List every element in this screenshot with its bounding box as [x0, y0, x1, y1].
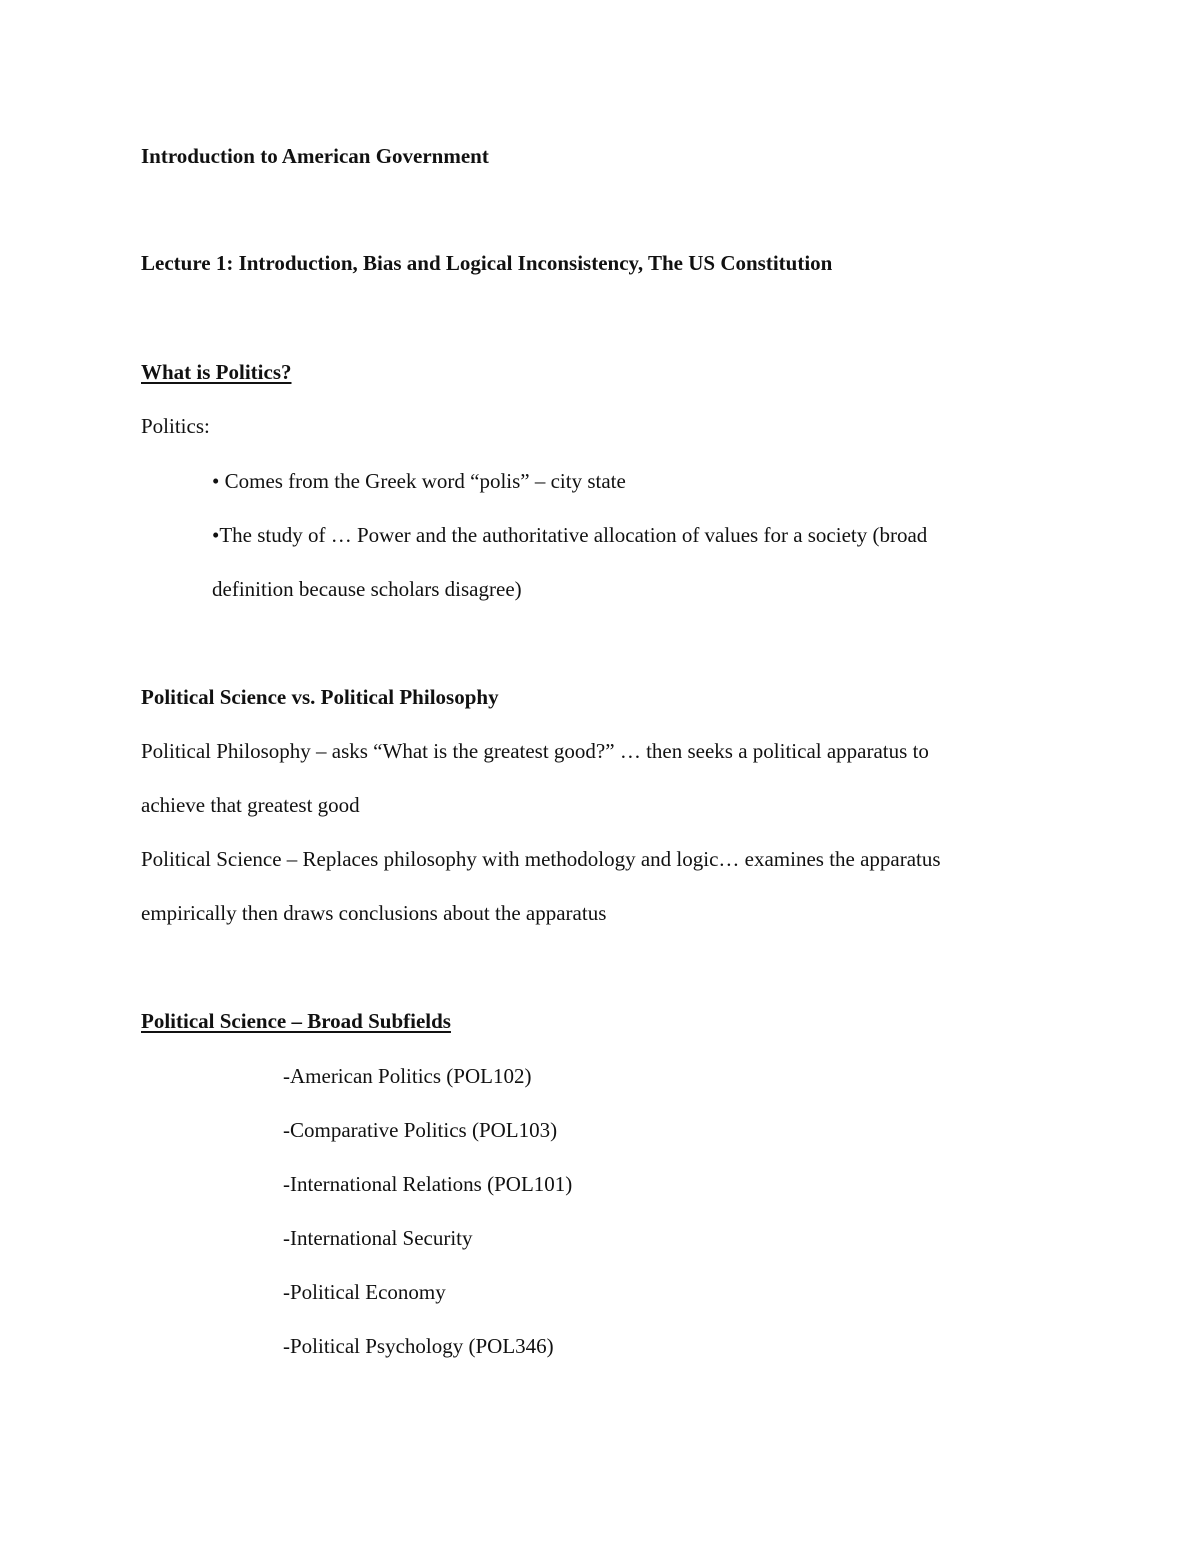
subfield-item: -International Relations (POL101) [283, 1172, 573, 1196]
section-heading-science-vs-philosophy: Political Science vs. Political Philosophy [141, 685, 499, 709]
subfield-item: -Political Psychology (POL346) [283, 1334, 554, 1358]
section-heading-what-is-politics: What is Politics? [141, 360, 292, 384]
philosophy-line-2: achieve that greatest good [141, 793, 360, 817]
politics-label: Politics: [141, 414, 210, 438]
science-line-2: empirically then draws conclusions about the apparatus [141, 901, 607, 925]
subfield-item: -International Security [283, 1226, 473, 1250]
politics-bullet-2-continued: definition because scholars disagree) [212, 577, 522, 601]
philosophy-line-1: Political Philosophy – asks “What is the greatest good?” … then seeks a political apparatus to [141, 739, 929, 763]
section-heading-subfields: Political Science – Broad Subfields [141, 1009, 451, 1033]
subfield-item: -Political Economy [283, 1280, 446, 1304]
lecture-heading: Lecture 1: Introduction, Bias and Logical Inconsistency, The US Constitution [141, 251, 833, 275]
politics-bullet-1: • Comes from the Greek word “polis” – city state [212, 469, 626, 493]
politics-bullet-2: •The study of … Power and the authoritative allocation of values for a society (broad [212, 523, 928, 547]
subfield-item: -Comparative Politics (POL103) [283, 1118, 558, 1142]
document-title: Introduction to American Government [141, 144, 489, 168]
subfield-item: -American Politics (POL102) [283, 1064, 532, 1088]
science-line-1: Political Science – Replaces philosophy with methodology and logic… examines the apparatus [141, 847, 941, 871]
